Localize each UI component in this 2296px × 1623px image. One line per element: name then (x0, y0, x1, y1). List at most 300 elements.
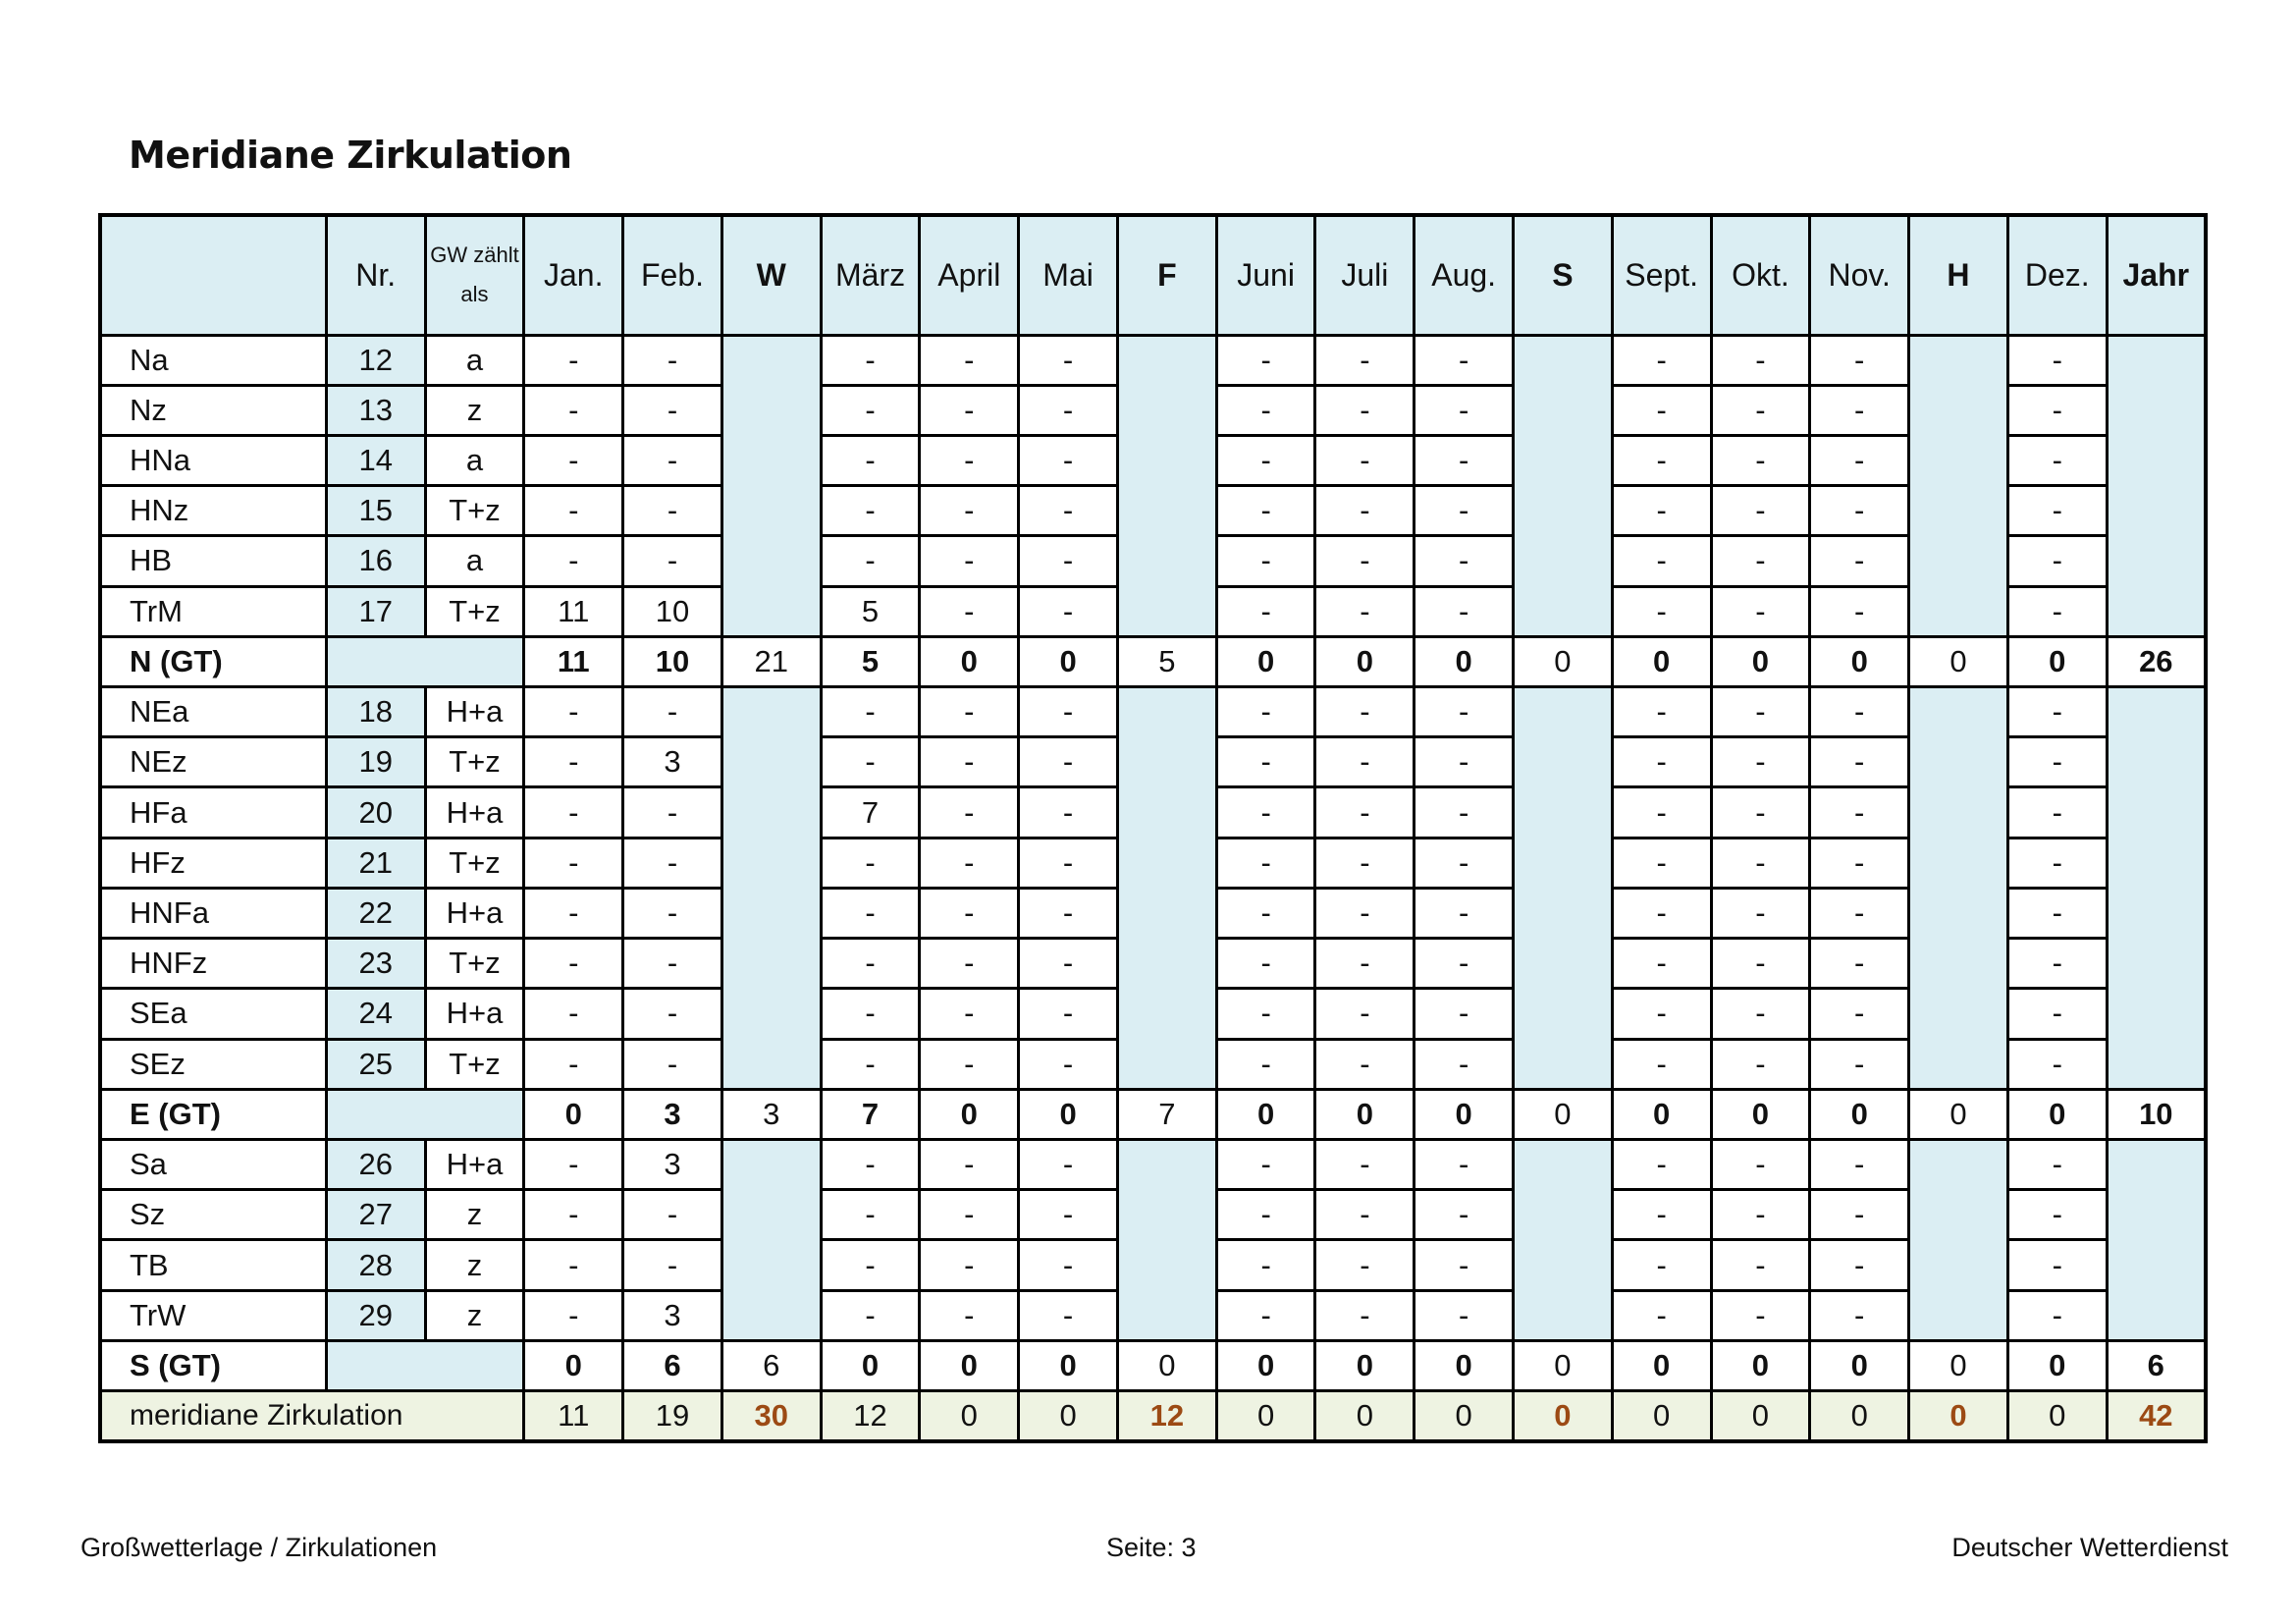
cell-jul: - (1315, 385, 1415, 435)
row-name: HNFz (100, 939, 326, 989)
row-name: Sa (100, 1140, 326, 1190)
cell-jun: - (1216, 435, 1315, 485)
cell-mar: 7 (821, 787, 920, 838)
row-nr: 25 (326, 1039, 425, 1089)
header-month: März (821, 215, 920, 335)
row-nr: 14 (326, 435, 425, 485)
total-h: 0 (1909, 1391, 2008, 1441)
group-total-feb: 3 (623, 1089, 722, 1139)
cell-okt: - (1711, 335, 1810, 385)
cell-jul: - (1315, 1290, 1415, 1340)
season-cell-blank (1514, 1140, 1613, 1341)
cell-apr: - (920, 486, 1019, 536)
group-total-blank (326, 1089, 524, 1139)
row-nr: 28 (326, 1240, 425, 1290)
header-month: Aug. (1415, 215, 1514, 335)
cell-nov: - (1810, 737, 1909, 787)
cell-jul: - (1315, 939, 1415, 989)
header-month: Mai (1019, 215, 1118, 335)
cell-mar: - (821, 335, 920, 385)
group-total-mar: 7 (821, 1089, 920, 1139)
cell-mar: - (821, 838, 920, 888)
cell-jan: - (524, 888, 623, 938)
group-total-s: 0 (1514, 636, 1613, 686)
cell-mar: - (821, 385, 920, 435)
season-cell-blank (721, 335, 821, 636)
cell-jan: - (524, 486, 623, 536)
cell-feb: - (623, 1190, 722, 1240)
row-name: Na (100, 335, 326, 385)
row-nr: 22 (326, 888, 425, 938)
cell-apr: - (920, 939, 1019, 989)
cell-feb: 3 (623, 1290, 722, 1340)
cell-jun: - (1216, 787, 1315, 838)
cell-mai: - (1019, 486, 1118, 536)
cell-apr: - (920, 1290, 1019, 1340)
season-cell-blank (2107, 1140, 2206, 1341)
group-total-mai: 0 (1019, 1340, 1118, 1390)
cell-dez: - (2007, 737, 2107, 787)
cell-jul: - (1315, 787, 1415, 838)
total-jul: 0 (1315, 1391, 1415, 1441)
group-total-jun: 0 (1216, 1089, 1315, 1139)
cell-apr: - (920, 1039, 1019, 1089)
header-month: Nov. (1810, 215, 1909, 335)
cell-mar: - (821, 687, 920, 737)
cell-nov: - (1810, 1190, 1909, 1240)
cell-aug: - (1415, 1039, 1514, 1089)
group-total-h: 0 (1909, 1340, 2008, 1390)
cell-apr: - (920, 586, 1019, 636)
cell-dez: - (2007, 939, 2107, 989)
group-total-dez: 0 (2007, 636, 2107, 686)
group-total-mai: 0 (1019, 1089, 1118, 1139)
cell-aug: - (1415, 989, 1514, 1039)
row-gw: T+z (425, 737, 524, 787)
cell-nov: - (1810, 1039, 1909, 1089)
cell-nov: - (1810, 536, 1909, 586)
cell-aug: - (1415, 939, 1514, 989)
header-month: Okt. (1711, 215, 1810, 335)
row-gw: a (425, 435, 524, 485)
group-total-jahr: 26 (2107, 636, 2206, 686)
cell-mar: - (821, 737, 920, 787)
cell-mai: - (1019, 1240, 1118, 1290)
row-gw: z (425, 1290, 524, 1340)
row-nr: 17 (326, 586, 425, 636)
row-name: SEz (100, 1039, 326, 1089)
cell-jun: - (1216, 888, 1315, 938)
cell-dez: - (2007, 989, 2107, 1039)
cell-mai: - (1019, 737, 1118, 787)
group-total-row (100, 1340, 2206, 1390)
cell-dez: - (2007, 888, 2107, 938)
group-total-nov: 0 (1810, 636, 1909, 686)
header-month: F (1117, 215, 1216, 335)
cell-okt: - (1711, 586, 1810, 636)
cell-okt: - (1711, 435, 1810, 485)
cell-jul: - (1315, 687, 1415, 737)
cell-aug: - (1415, 586, 1514, 636)
cell-mai: - (1019, 1140, 1118, 1190)
group-total-aug: 0 (1415, 1340, 1514, 1390)
cell-sep: - (1612, 687, 1711, 737)
header-name (100, 215, 326, 335)
row-nr: 13 (326, 385, 425, 435)
cell-feb: - (623, 787, 722, 838)
cell-aug: - (1415, 1190, 1514, 1240)
row-name: HNFa (100, 888, 326, 938)
cell-sep: - (1612, 838, 1711, 888)
cell-jan: - (524, 536, 623, 586)
row-nr: 24 (326, 989, 425, 1039)
cell-apr: - (920, 888, 1019, 938)
cell-jan: - (524, 787, 623, 838)
group-total-jul: 0 (1315, 636, 1415, 686)
group-total-dez: 0 (2007, 1340, 2107, 1390)
cell-mai: - (1019, 838, 1118, 888)
group-total-okt: 0 (1711, 1089, 1810, 1139)
group-total-sep: 0 (1612, 1340, 1711, 1390)
group-total-name: E (GT) (100, 1089, 326, 1139)
cell-jul: - (1315, 1140, 1415, 1190)
cell-okt: - (1711, 1240, 1810, 1290)
cell-mai: - (1019, 1290, 1118, 1340)
cell-apr: - (920, 737, 1019, 787)
cell-jan: - (524, 989, 623, 1039)
group-total-jan: 11 (524, 636, 623, 686)
total-w: 30 (721, 1391, 821, 1441)
cell-jan: - (524, 1290, 623, 1340)
header-month: H (1909, 215, 2008, 335)
row-gw: z (425, 1240, 524, 1290)
row-gw: H+a (425, 1140, 524, 1190)
cell-apr: - (920, 787, 1019, 838)
header-month: Jan. (524, 215, 623, 335)
group-total-blank (326, 636, 524, 686)
group-total-h: 0 (1909, 1089, 2008, 1139)
table-header-row (100, 215, 2206, 335)
cell-dez: - (2007, 1190, 2107, 1240)
cell-okt: - (1711, 385, 1810, 435)
group-total-apr: 0 (920, 1089, 1019, 1139)
row-gw: a (425, 335, 524, 385)
group-total-f: 0 (1117, 1340, 1216, 1390)
cell-dez: - (2007, 586, 2107, 636)
season-cell-blank (2107, 335, 2206, 636)
cell-feb: - (623, 838, 722, 888)
cell-aug: - (1415, 687, 1514, 737)
row-name: HNa (100, 435, 326, 485)
cell-nov: - (1810, 1240, 1909, 1290)
cell-dez: - (2007, 1290, 2107, 1340)
cell-mai: - (1019, 435, 1118, 485)
cell-aug: - (1415, 1140, 1514, 1190)
cell-nov: - (1810, 787, 1909, 838)
cell-sep: - (1612, 385, 1711, 435)
total-mai: 0 (1019, 1391, 1118, 1441)
season-cell-blank (1514, 335, 1613, 636)
cell-aug: - (1415, 1240, 1514, 1290)
row-gw: T+z (425, 838, 524, 888)
cell-aug: - (1415, 385, 1514, 435)
cell-mai: - (1019, 888, 1118, 938)
cell-jan: - (524, 1039, 623, 1089)
cell-jan: - (524, 1190, 623, 1240)
cell-mar: - (821, 1240, 920, 1290)
table-row (100, 335, 2206, 385)
cell-jul: - (1315, 486, 1415, 536)
group-total-aug: 0 (1415, 1089, 1514, 1139)
group-total-w: 6 (721, 1340, 821, 1390)
row-nr: 23 (326, 939, 425, 989)
cell-jul: - (1315, 1190, 1415, 1240)
cell-aug: - (1415, 838, 1514, 888)
cell-jan: 11 (524, 586, 623, 636)
group-total-jahr: 6 (2107, 1340, 2206, 1390)
cell-sep: - (1612, 1290, 1711, 1340)
cell-apr: - (920, 435, 1019, 485)
cell-apr: - (920, 1240, 1019, 1290)
cell-jan: - (524, 1240, 623, 1290)
cell-mar: - (821, 486, 920, 536)
cell-mar: - (821, 888, 920, 938)
row-nr: 18 (326, 687, 425, 737)
cell-okt: - (1711, 1140, 1810, 1190)
total-sep: 0 (1612, 1391, 1711, 1441)
row-nr: 29 (326, 1290, 425, 1340)
cell-sep: - (1612, 737, 1711, 787)
row-gw: z (425, 1190, 524, 1240)
cell-mai: - (1019, 989, 1118, 1039)
total-name: meridiane Zirkulation (100, 1391, 524, 1441)
group-total-feb: 6 (623, 1340, 722, 1390)
cell-jan: - (524, 385, 623, 435)
group-total-mai: 0 (1019, 636, 1118, 686)
cell-apr: - (920, 989, 1019, 1039)
cell-jul: - (1315, 888, 1415, 938)
group-total-mar: 0 (821, 1340, 920, 1390)
total-apr: 0 (920, 1391, 1019, 1441)
cell-okt: - (1711, 486, 1810, 536)
cell-jun: - (1216, 1039, 1315, 1089)
group-total-jun: 0 (1216, 1340, 1315, 1390)
row-gw: z (425, 385, 524, 435)
cell-mar: - (821, 989, 920, 1039)
cell-nov: - (1810, 939, 1909, 989)
group-total-blank (326, 1340, 524, 1390)
cell-jan: - (524, 1140, 623, 1190)
cell-nov: - (1810, 486, 1909, 536)
header-month: Jahr (2107, 215, 2206, 335)
cell-jun: - (1216, 486, 1315, 536)
cell-mai: - (1019, 687, 1118, 737)
cell-mar: - (821, 1039, 920, 1089)
row-name: SEa (100, 989, 326, 1039)
cell-sep: - (1612, 536, 1711, 586)
cell-jun: - (1216, 335, 1315, 385)
cell-apr: - (920, 385, 1019, 435)
total-jun: 0 (1216, 1391, 1315, 1441)
season-cell-blank (1117, 335, 1216, 636)
season-cell-blank (1909, 335, 2008, 636)
row-name: Sz (100, 1190, 326, 1240)
cell-mar: - (821, 536, 920, 586)
table-row (100, 687, 2206, 737)
cell-nov: - (1810, 435, 1909, 485)
group-total-h: 0 (1909, 636, 2008, 686)
header-gw: GW zählt als (425, 215, 524, 335)
cell-dez: - (2007, 435, 2107, 485)
total-jahr: 42 (2107, 1391, 2206, 1441)
header-month: W (721, 215, 821, 335)
cell-nov: - (1810, 1140, 1909, 1190)
cell-jul: - (1315, 1039, 1415, 1089)
cell-sep: - (1612, 989, 1711, 1039)
cell-okt: - (1711, 687, 1810, 737)
cell-jun: - (1216, 385, 1315, 435)
cell-mai: - (1019, 335, 1118, 385)
group-total-f: 7 (1117, 1089, 1216, 1139)
group-total-okt: 0 (1711, 636, 1810, 686)
cell-feb: - (623, 939, 722, 989)
row-gw: H+a (425, 888, 524, 938)
row-gw: T+z (425, 1039, 524, 1089)
cell-mai: - (1019, 787, 1118, 838)
cell-mai: - (1019, 1039, 1118, 1089)
cell-jun: - (1216, 737, 1315, 787)
cell-jun: - (1216, 838, 1315, 888)
cell-mar: - (821, 939, 920, 989)
group-total-nov: 0 (1810, 1089, 1909, 1139)
cell-mar: - (821, 1290, 920, 1340)
total-feb: 19 (623, 1391, 722, 1441)
cell-aug: - (1415, 335, 1514, 385)
row-gw: H+a (425, 989, 524, 1039)
cell-apr: - (920, 838, 1019, 888)
group-total-name: N (GT) (100, 636, 326, 686)
cell-aug: - (1415, 435, 1514, 485)
circulation-table (98, 213, 2208, 1443)
row-nr: 27 (326, 1190, 425, 1240)
group-total-okt: 0 (1711, 1340, 1810, 1390)
cell-feb: - (623, 435, 722, 485)
total-okt: 0 (1711, 1391, 1810, 1441)
cell-aug: - (1415, 536, 1514, 586)
cell-aug: - (1415, 1290, 1514, 1340)
group-total-jul: 0 (1315, 1340, 1415, 1390)
table-row (100, 1140, 2206, 1190)
cell-sep: - (1612, 1240, 1711, 1290)
cell-sep: - (1612, 335, 1711, 385)
cell-mar: - (821, 1140, 920, 1190)
row-name: Nz (100, 385, 326, 435)
cell-jul: - (1315, 586, 1415, 636)
row-nr: 19 (326, 737, 425, 787)
cell-nov: - (1810, 335, 1909, 385)
group-total-f: 5 (1117, 636, 1216, 686)
season-cell-blank (1909, 687, 2008, 1090)
row-name: HFa (100, 787, 326, 838)
row-name: TB (100, 1240, 326, 1290)
header-month: Juli (1315, 215, 1415, 335)
row-name: TrW (100, 1290, 326, 1340)
cell-mai: - (1019, 536, 1118, 586)
cell-nov: - (1810, 1290, 1909, 1340)
cell-dez: - (2007, 787, 2107, 838)
cell-jun: - (1216, 536, 1315, 586)
cell-feb: - (623, 385, 722, 435)
cell-okt: - (1711, 939, 1810, 989)
cell-jun: - (1216, 1290, 1315, 1340)
cell-feb: - (623, 989, 722, 1039)
group-total-w: 21 (721, 636, 821, 686)
cell-dez: - (2007, 385, 2107, 435)
group-total-nov: 0 (1810, 1340, 1909, 1390)
row-name: NEa (100, 687, 326, 737)
row-name: HB (100, 536, 326, 586)
group-total-mar: 5 (821, 636, 920, 686)
cell-feb: - (623, 335, 722, 385)
cell-feb: 10 (623, 586, 722, 636)
cell-aug: - (1415, 486, 1514, 536)
row-name: HNz (100, 486, 326, 536)
cell-jul: - (1315, 536, 1415, 586)
cell-mai: - (1019, 939, 1118, 989)
group-total-dez: 0 (2007, 1089, 2107, 1139)
cell-jul: - (1315, 335, 1415, 385)
cell-apr: - (920, 687, 1019, 737)
group-total-jan: 0 (524, 1340, 623, 1390)
cell-sep: - (1612, 1140, 1711, 1190)
row-nr: 15 (326, 486, 425, 536)
cell-aug: - (1415, 737, 1514, 787)
group-total-jun: 0 (1216, 636, 1315, 686)
cell-sep: - (1612, 888, 1711, 938)
cell-sep: - (1612, 939, 1711, 989)
group-total-w: 3 (721, 1089, 821, 1139)
group-total-apr: 0 (920, 636, 1019, 686)
cell-mar: - (821, 1190, 920, 1240)
footer-left: Großwetterlage / Zirkulationen (80, 1533, 438, 1562)
header-nr: Nr. (326, 215, 425, 335)
footer-right: Deutscher Wetterdienst (1951, 1533, 2228, 1562)
row-name: NEz (100, 737, 326, 787)
cell-feb: - (623, 1039, 722, 1089)
row-nr: 21 (326, 838, 425, 888)
cell-feb: 3 (623, 737, 722, 787)
cell-dez: - (2007, 838, 2107, 888)
cell-apr: - (920, 536, 1019, 586)
cell-feb: 3 (623, 1140, 722, 1190)
total-jan: 11 (524, 1391, 623, 1441)
cell-okt: - (1711, 1039, 1810, 1089)
row-name: TrM (100, 586, 326, 636)
cell-nov: - (1810, 888, 1909, 938)
cell-jun: - (1216, 1190, 1315, 1240)
group-total-jul: 0 (1315, 1089, 1415, 1139)
group-total-s: 0 (1514, 1089, 1613, 1139)
group-total-sep: 0 (1612, 1089, 1711, 1139)
group-total-name: S (GT) (100, 1340, 326, 1390)
header-month: S (1514, 215, 1613, 335)
group-total-feb: 10 (623, 636, 722, 686)
total-dez: 0 (2007, 1391, 2107, 1441)
row-nr: 16 (326, 536, 425, 586)
cell-sep: - (1612, 586, 1711, 636)
table-body (100, 335, 2206, 1441)
group-total-jan: 0 (524, 1089, 623, 1139)
